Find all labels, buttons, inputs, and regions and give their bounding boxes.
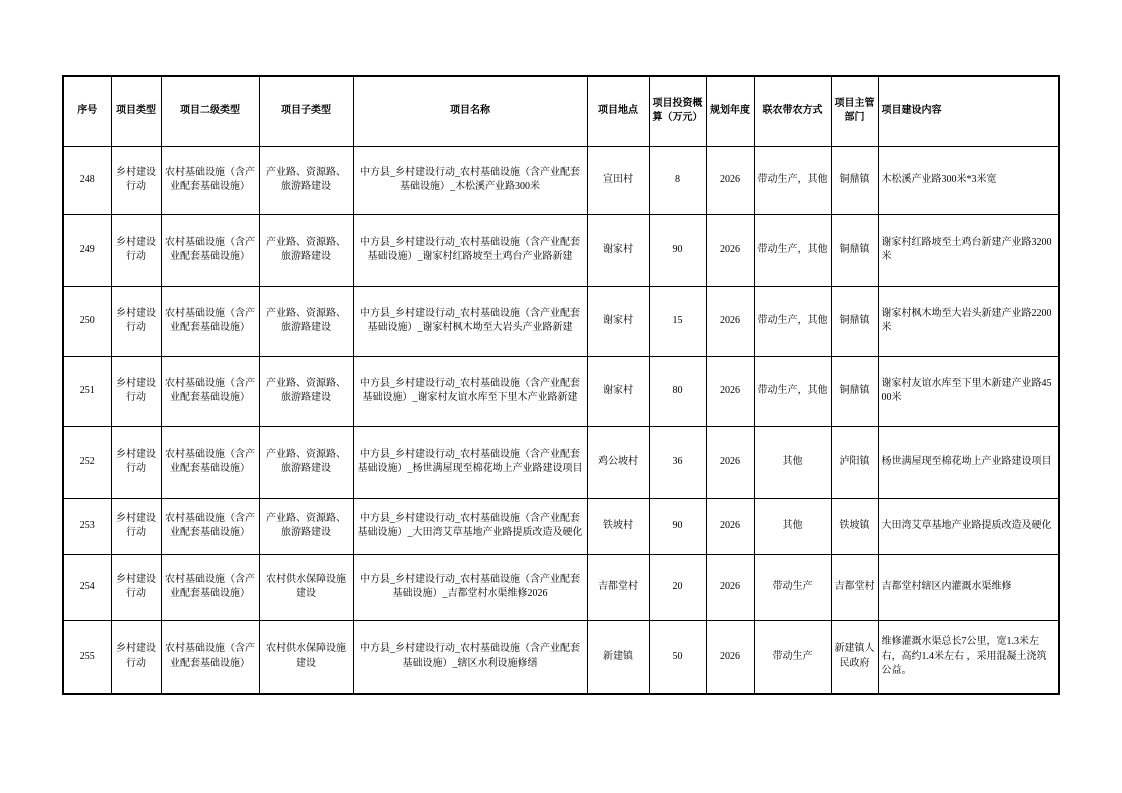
table-row bbox=[63, 286, 1059, 356]
table-row bbox=[63, 620, 1059, 694]
col-header-seq: 序号 bbox=[63, 76, 111, 146]
col-header-subtype: 项目子类型 bbox=[259, 76, 353, 146]
cell-content: 吉都堂村辖区内灌溉水渠维修 bbox=[878, 554, 1059, 620]
cell-year: 2026 bbox=[706, 620, 754, 694]
cell-method: 带动生产，其他 bbox=[754, 286, 831, 356]
cell-content: 大田湾艾草基地产业路提质改造及硬化 bbox=[878, 498, 1059, 554]
cell-name: 中方县_乡村建设行动_农村基础设施（含产业配套基础设施）_谢家村枫木坳至大岩头产业路新建 bbox=[353, 286, 587, 356]
table-sheet bbox=[62, 75, 1060, 695]
cell-name: 中方县_乡村建设行动_农村基础设施（含产业配套基础设施）_谢家村红路坡至土鸡台产业路新建 bbox=[353, 214, 587, 286]
cell-seq: 254 bbox=[63, 554, 111, 620]
cell-department: 新建镇人民政府 bbox=[831, 620, 878, 694]
cell-category: 乡村建设行动 bbox=[111, 426, 161, 498]
cell-subtype: 产业路、资源路、旅游路建设 bbox=[259, 146, 353, 214]
cell-subcategory: 农村基础设施（含产业配套基础设施） bbox=[161, 554, 259, 620]
cell-seq: 251 bbox=[63, 356, 111, 426]
col-header-department: 项目主管部门 bbox=[831, 76, 878, 146]
cell-subcategory: 农村基础设施（含产业配套基础设施） bbox=[161, 356, 259, 426]
table-row bbox=[63, 498, 1059, 554]
cell-subcategory: 农村基础设施（含产业配套基础设施） bbox=[161, 214, 259, 286]
col-header-name: 项目名称 bbox=[353, 76, 587, 146]
cell-category: 乡村建设行动 bbox=[111, 146, 161, 214]
table-row bbox=[63, 214, 1059, 286]
cell-method: 其他 bbox=[754, 498, 831, 554]
cell-name: 中方县_乡村建设行动_农村基础设施（含产业配套基础设施）_大田湾艾草基地产业路提质改造及硬化 bbox=[353, 498, 587, 554]
cell-budget: 50 bbox=[649, 620, 706, 694]
cell-method: 带动生产 bbox=[754, 620, 831, 694]
cell-year: 2026 bbox=[706, 426, 754, 498]
cell-department: 铜鼎镇 bbox=[831, 286, 878, 356]
cell-location: 宣田村 bbox=[587, 146, 649, 214]
cell-content: 杨世满屋现至棉花坳上产业路建设项目 bbox=[878, 426, 1059, 498]
table-row bbox=[63, 554, 1059, 620]
cell-subtype: 农村供水保障设施建设 bbox=[259, 554, 353, 620]
cell-name: 中方县_乡村建设行动_农村基础设施（含产业配套基础设施）_辖区水利设施修缮 bbox=[353, 620, 587, 694]
cell-seq: 255 bbox=[63, 620, 111, 694]
cell-content: 木松溪产业路300米*3米宽 bbox=[878, 146, 1059, 214]
cell-subcategory: 农村基础设施（含产业配套基础设施） bbox=[161, 620, 259, 694]
cell-department: 铜鼎镇 bbox=[831, 356, 878, 426]
cell-budget: 8 bbox=[649, 146, 706, 214]
table-row bbox=[63, 426, 1059, 498]
cell-subtype: 产业路、资源路、旅游路建设 bbox=[259, 214, 353, 286]
cell-location: 铁坡村 bbox=[587, 498, 649, 554]
cell-method: 带动生产 bbox=[754, 554, 831, 620]
cell-category: 乡村建设行动 bbox=[111, 214, 161, 286]
col-header-method: 联农带农方式 bbox=[754, 76, 831, 146]
cell-year: 2026 bbox=[706, 498, 754, 554]
cell-seq: 249 bbox=[63, 214, 111, 286]
col-header-location: 项目地点 bbox=[587, 76, 649, 146]
cell-method: 带动生产，其他 bbox=[754, 356, 831, 426]
cell-year: 2026 bbox=[706, 554, 754, 620]
cell-content: 谢家村枫木坳至大岩头新建产业路2200米 bbox=[878, 286, 1059, 356]
cell-content: 谢家村友谊水库至下里木新建产业路4500米 bbox=[878, 356, 1059, 426]
cell-subtype: 产业路、资源路、旅游路建设 bbox=[259, 356, 353, 426]
cell-location: 谢家村 bbox=[587, 356, 649, 426]
cell-subcategory: 农村基础设施（含产业配套基础设施） bbox=[161, 146, 259, 214]
cell-year: 2026 bbox=[706, 214, 754, 286]
cell-location: 新建镇 bbox=[587, 620, 649, 694]
cell-department: 吉都堂村 bbox=[831, 554, 878, 620]
cell-name: 中方县_乡村建设行动_农村基础设施（含产业配套基础设施）_谢家村友谊水库至下里木产业路新建 bbox=[353, 356, 587, 426]
cell-location: 谢家村 bbox=[587, 214, 649, 286]
cell-content: 维修灌溉水渠总长7公里，宽1.3米左右，高约1.4米左右 ，采用混凝土浇筑公益。 bbox=[878, 620, 1059, 694]
cell-subcategory: 农村基础设施（含产业配套基础设施） bbox=[161, 498, 259, 554]
table-row bbox=[63, 356, 1059, 426]
col-header-category: 项目类型 bbox=[111, 76, 161, 146]
cell-seq: 253 bbox=[63, 498, 111, 554]
cell-name: 中方县_乡村建设行动_农村基础设施（含产业配套基础设施）_杨世满屋现至棉花坳上产业路建设项目 bbox=[353, 426, 587, 498]
cell-budget: 15 bbox=[649, 286, 706, 356]
col-header-content: 项目建设内容 bbox=[878, 76, 1059, 146]
cell-subcategory: 农村基础设施（含产业配套基础设施） bbox=[161, 286, 259, 356]
cell-budget: 36 bbox=[649, 426, 706, 498]
cell-category: 乡村建设行动 bbox=[111, 286, 161, 356]
cell-subtype: 产业路、资源路、旅游路建设 bbox=[259, 286, 353, 356]
col-header-subcategory: 项目二级类型 bbox=[161, 76, 259, 146]
col-header-budget: 项目投资概算（万元） bbox=[649, 76, 706, 146]
cell-budget: 90 bbox=[649, 498, 706, 554]
cell-year: 2026 bbox=[706, 356, 754, 426]
table-row bbox=[63, 146, 1059, 214]
cell-method: 其他 bbox=[754, 426, 831, 498]
cell-method: 带动生产，其他 bbox=[754, 214, 831, 286]
cell-name: 中方县_乡村建设行动_农村基础设施（含产业配套基础设施）_木松溪产业路300米 bbox=[353, 146, 587, 214]
col-header-year: 规划年度 bbox=[706, 76, 754, 146]
table-header-row bbox=[63, 76, 1059, 146]
cell-location: 谢家村 bbox=[587, 286, 649, 356]
cell-category: 乡村建设行动 bbox=[111, 620, 161, 694]
cell-year: 2026 bbox=[706, 146, 754, 214]
cell-department: 泸阳镇 bbox=[831, 426, 878, 498]
cell-category: 乡村建设行动 bbox=[111, 498, 161, 554]
cell-budget: 80 bbox=[649, 356, 706, 426]
cell-method: 带动生产，其他 bbox=[754, 146, 831, 214]
cell-name: 中方县_乡村建设行动_农村基础设施（含产业配套基础设施）_吉都堂村水渠维修2026 bbox=[353, 554, 587, 620]
cell-seq: 248 bbox=[63, 146, 111, 214]
cell-department: 铁坡镇 bbox=[831, 498, 878, 554]
cell-budget: 90 bbox=[649, 214, 706, 286]
cell-seq: 252 bbox=[63, 426, 111, 498]
cell-subtype: 产业路、资源路、旅游路建设 bbox=[259, 498, 353, 554]
cell-subtype: 农村供水保障设施建设 bbox=[259, 620, 353, 694]
cell-department: 铜鼎镇 bbox=[831, 146, 878, 214]
cell-budget: 20 bbox=[649, 554, 706, 620]
cell-subcategory: 农村基础设施（含产业配套基础设施） bbox=[161, 426, 259, 498]
cell-category: 乡村建设行动 bbox=[111, 356, 161, 426]
cell-location: 鸡公坡村 bbox=[587, 426, 649, 498]
project-table bbox=[62, 75, 1060, 695]
cell-content: 谢家村红路坡至土鸡台新建产业路3200米 bbox=[878, 214, 1059, 286]
cell-seq: 250 bbox=[63, 286, 111, 356]
cell-subtype: 产业路、资源路、旅游路建设 bbox=[259, 426, 353, 498]
cell-category: 乡村建设行动 bbox=[111, 554, 161, 620]
cell-year: 2026 bbox=[706, 286, 754, 356]
cell-location: 吉都堂村 bbox=[587, 554, 649, 620]
cell-department: 铜鼎镇 bbox=[831, 214, 878, 286]
